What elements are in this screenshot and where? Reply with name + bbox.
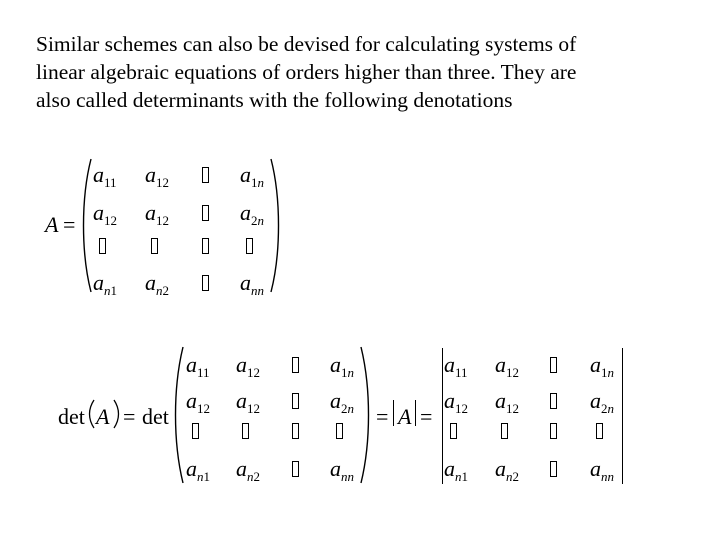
ellipsis-placeholder [202, 167, 209, 183]
abs-a: A [398, 404, 412, 429]
ellipsis-placeholder [99, 238, 106, 254]
ellipsis-placeholder [336, 423, 343, 439]
ellipsis-placeholder [202, 275, 209, 291]
big-left-paren [172, 346, 184, 484]
ellipsis-placeholder [202, 205, 209, 221]
matrix-a-equals: = [63, 212, 76, 237]
ellipsis-placeholder [550, 357, 557, 373]
ellipsis-placeholder [292, 357, 299, 373]
matrix-entry: $a_{12}$ [145, 162, 169, 190]
matrix-entry: $a_{nn}$ [240, 270, 264, 298]
ellipsis-placeholder [501, 423, 508, 439]
det-arg-right-paren [113, 399, 121, 429]
det-label-2: det [142, 404, 169, 429]
matrix-entry: $a_{11}$ [444, 352, 468, 380]
matrix-entry: $a_{n1}$ [444, 456, 468, 484]
matrix-entry: $a_{n1}$ [186, 456, 210, 484]
matrix-entry: $a_{12}$ [93, 200, 117, 228]
det-bar-left [442, 348, 443, 484]
ellipsis-placeholder [242, 423, 249, 439]
paragraph-line-2: linear algebraic equations of orders higher than three. They are [36, 60, 577, 84]
matrix-entry: $a_{n2}$ [236, 456, 260, 484]
matrix-entry: $a_{1n}$ [240, 162, 264, 190]
matrix-entry: $a_{12}$ [495, 352, 519, 380]
matrix-entry: $a_{2n}$ [240, 200, 264, 228]
matrix-entry: $a_{11}$ [186, 352, 210, 380]
matrix-entry: $a_{11}$ [93, 162, 117, 190]
det-arg-left-paren [87, 399, 95, 429]
ellipsis-placeholder [550, 423, 557, 439]
ellipsis-placeholder [246, 238, 253, 254]
matrix-entry: $a_{12}$ [444, 388, 468, 416]
matrix-entry: $a_{12}$ [495, 388, 519, 416]
abs-bar-right [415, 400, 416, 426]
det-label: det [58, 404, 85, 429]
det-arg: A [96, 404, 110, 429]
matrix-entry: $a_{12}$ [236, 388, 260, 416]
matrix-a-variable: A [45, 212, 59, 237]
big-right-paren [360, 346, 372, 484]
matrix-entry: $a_{nn}$ [590, 456, 614, 484]
ellipsis-placeholder [550, 393, 557, 409]
matrix-entry: $a_{n2}$ [145, 270, 169, 298]
matrix-entry: $a_{1n}$ [590, 352, 614, 380]
ellipsis-placeholder [292, 423, 299, 439]
abs-bar-left [393, 400, 394, 426]
paragraph-line-1: Similar schemes can also be devised for calculating systems of [36, 32, 577, 56]
ellipsis-placeholder [550, 461, 557, 477]
ellipsis-placeholder [151, 238, 158, 254]
ellipsis-placeholder [450, 423, 457, 439]
det-equals-2: = [376, 404, 389, 429]
matrix-entry: $a_{n2}$ [495, 456, 519, 484]
ellipsis-placeholder [292, 393, 299, 409]
ellipsis-placeholder [202, 238, 209, 254]
ellipsis-placeholder [292, 461, 299, 477]
det-equals: = [123, 404, 136, 429]
matrix-entry: $a_{2n}$ [330, 388, 354, 416]
ellipsis-placeholder [596, 423, 603, 439]
paragraph-line-3: also called determinants with the following denotations [36, 88, 513, 112]
matrix-entry: $a_{2n}$ [590, 388, 614, 416]
ellipsis-placeholder [192, 423, 199, 439]
matrix-entry: $a_{12}$ [186, 388, 210, 416]
matrix-entry: $a_{nn}$ [330, 456, 354, 484]
matrix-entry: $a_{1n}$ [330, 352, 354, 380]
det-bar-right [622, 348, 623, 484]
matrix-entry: $a_{n1}$ [93, 270, 117, 298]
matrix-entry: $a_{12}$ [145, 200, 169, 228]
det-equals-3: = [420, 404, 433, 429]
matrix-entry: $a_{12}$ [236, 352, 260, 380]
